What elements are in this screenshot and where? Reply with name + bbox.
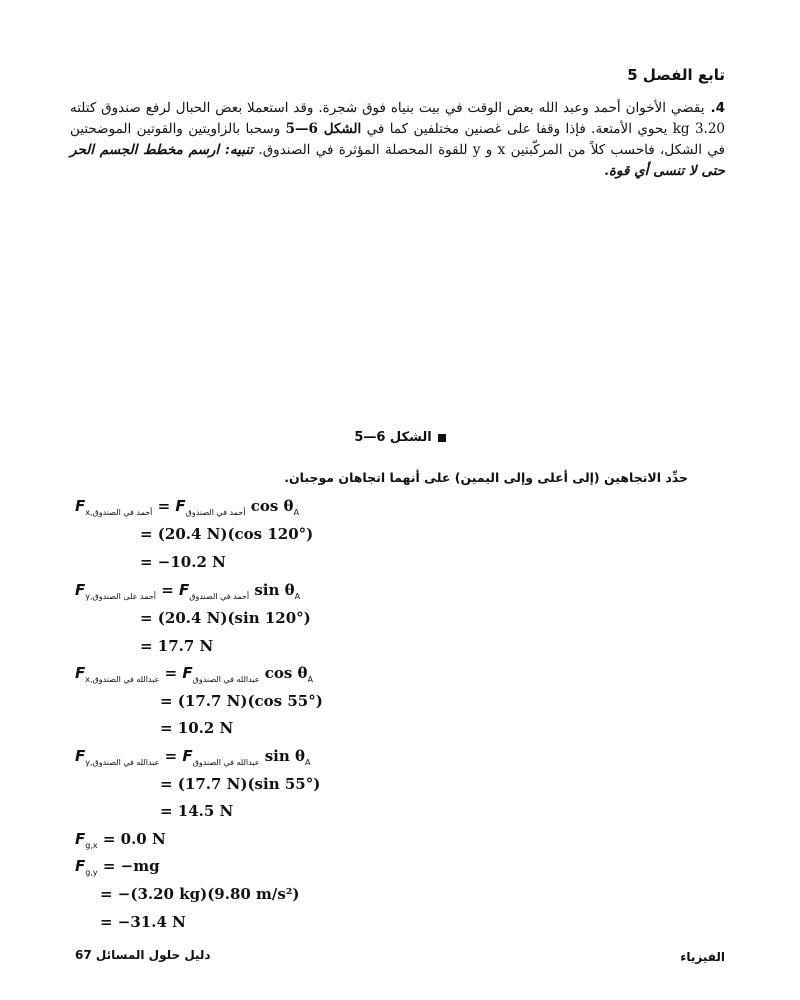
footer-page: دليل حلول المسائل 67: [75, 948, 211, 962]
equation-fy-abdullah: $F_{y,عبدالله في الصندوق} = F_{عبدالله في الصندوق}$ $\sin \theta_A$: [75, 747, 311, 767]
equation-line: = −31.4 N: [100, 913, 186, 931]
equation-line: = −(3.20 kg)(9.80 m/s²): [100, 885, 300, 903]
equation-fx-abdullah: $F_{x,عبدالله في الصندوق} = F_{عبدالله في الصندوق}$ $\cos \theta_A$: [75, 664, 314, 684]
equation-fgx: $F_{g,x} = 0.0$ N: [75, 830, 166, 850]
figure-reference: الشكل 6—5: [285, 121, 362, 137]
caption-square-icon: [438, 434, 446, 442]
equation-line: = (20.4 N)(sin 120°): [140, 609, 311, 627]
problem-text-part2: وسحبا بالزاويتين والقوتين الموضحتين في الشكل، فاحسب كلاً من المركّبتين x و y للقوة المحصلة المؤثرة في الصندوق.: [70, 121, 725, 158]
figure-caption: الشكل 6—5: [0, 430, 800, 445]
equation-line: = (20.4 N)(cos 120°): [140, 525, 314, 543]
direction-statement: حدِّد الاتجاهين (إلى أعلى وإلى اليمين) على أنهما اتجاهان موجبان.: [284, 470, 688, 485]
equation-line: = 17.7 N: [140, 637, 214, 655]
equation-fgy: $F_{g,y} = -mg$: [75, 857, 160, 877]
equation-line: = −10.2 N: [140, 553, 226, 571]
chapter-header: تابع الفصل 5: [627, 66, 725, 84]
equation-line: = 10.2 N: [160, 719, 234, 737]
footer-subject: الفيزياء: [680, 950, 725, 964]
equation-line: = (17.7 N)(cos 55°): [160, 692, 323, 710]
problem-statement: [70, 98, 725, 182]
equation-fy-ahmad: $F_{y,أحمد على الصندوق} = F_{أحمد في الصندوق}$ $\sin \theta_A$: [75, 581, 301, 601]
problem-number: 4.: [710, 100, 725, 116]
equation-line: = (17.7 N)(sin 55°): [160, 775, 321, 793]
equation-fx-ahmad: $F_{x,أحمد في الصندوق} = F_{أحمد في الصندوق}$ $\cos \theta_A$: [75, 497, 300, 517]
problem-note: تنبيه: ارسم مخطط الجسم الحر حتى لا تنسى أي قوة.: [70, 142, 725, 179]
equation-line: = 14.5 N: [160, 802, 234, 820]
problem-text-part1: يقضي الأخوان أحمد وعبد الله بعض الوقت في بيت بنياه فوق شجرة. وقد استعملا بعض الحبال لرفع صندوق كتلته 3.20 kg يحوي الأمتعة. فإذا وقفا على غصنين مختلفين كما في: [70, 100, 725, 137]
